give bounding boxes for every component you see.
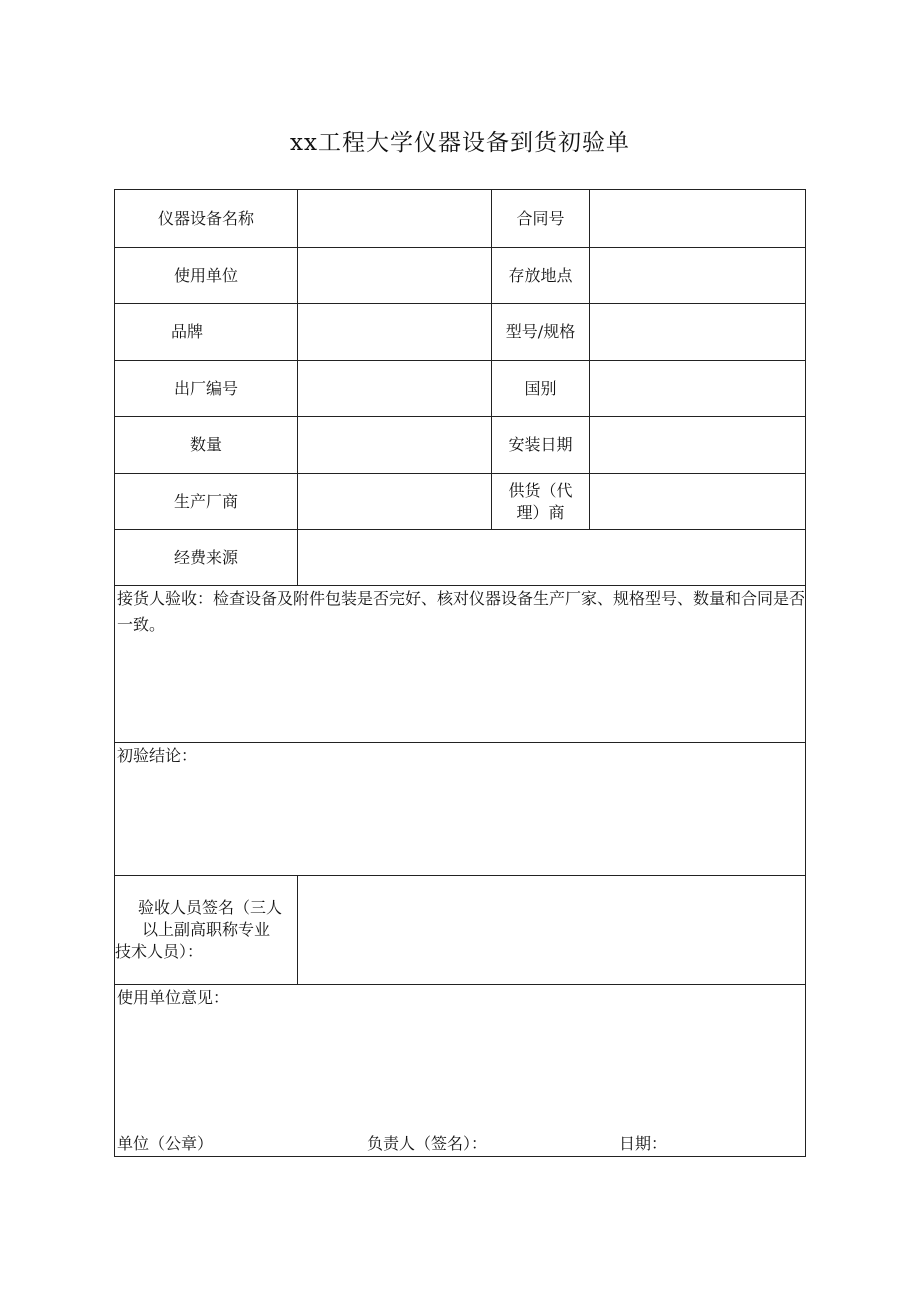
label-serial-number: 出厂编号 <box>173 378 238 398</box>
conclusion-area[interactable] <box>115 770 805 875</box>
date-label: 日期： <box>619 1134 668 1153</box>
signature-label-line3: 技术人员）： <box>115 942 204 961</box>
label-supplier-line2: 理）商 <box>516 502 565 522</box>
receipt-inspection-area[interactable] <box>115 640 805 742</box>
label-manufacturer: 生产厂商 <box>173 491 238 511</box>
input-manufacturer[interactable] <box>298 474 491 529</box>
signature-label-line1: 验收人员签名（三人 <box>137 898 282 917</box>
label-supplier-line1: 供货（代 <box>508 480 573 500</box>
page-title: xx工程大学仪器设备到货初验单 <box>290 130 630 156</box>
input-quantity[interactable] <box>298 417 491 473</box>
input-user-unit[interactable] <box>298 248 491 303</box>
input-inspector-signature[interactable] <box>298 876 805 984</box>
input-supplier[interactable] <box>590 474 805 529</box>
label-country: 国别 <box>524 378 557 398</box>
label-install-date: 安装日期 <box>508 435 573 454</box>
input-country[interactable] <box>590 361 805 416</box>
unit-seal-label: 单位（公章） <box>117 1134 214 1153</box>
opinion-area[interactable] <box>115 1012 805 1132</box>
label-supplier <box>492 474 589 529</box>
input-funding-source[interactable] <box>298 530 805 585</box>
label-quantity: 数量 <box>189 435 222 454</box>
responsible-person-label: 负责人（签名）： <box>367 1134 488 1153</box>
input-storage-location[interactable] <box>590 248 805 303</box>
signature-label-line2: 以上副高职称专业 <box>141 920 270 939</box>
input-contract-number[interactable] <box>590 190 805 247</box>
acceptance-form <box>114 189 806 1157</box>
receipt-inspection-text: 接货人验收：检查设备及附件包装是否完好、核对仪器设备生产厂家、规格型号、数量和合同是否一致。 <box>117 589 806 634</box>
label-brand: 品牌 <box>170 322 203 341</box>
label-contract-number: 合同号 <box>516 208 565 228</box>
label-inspector-signature <box>115 876 297 984</box>
row-divider <box>115 742 805 743</box>
input-serial-number[interactable] <box>298 361 491 416</box>
input-model-spec[interactable] <box>590 304 805 360</box>
label-funding-source: 经费来源 <box>173 547 238 567</box>
input-install-date[interactable] <box>590 417 805 473</box>
label-user-unit: 使用单位 <box>173 265 238 285</box>
opinion-label: 使用单位意见： <box>117 988 230 1007</box>
label-equipment-name: 仪器设备名称 <box>157 208 254 228</box>
conclusion-label: 初验结论： <box>117 746 198 765</box>
input-brand[interactable] <box>298 304 491 360</box>
label-model-spec: 型号/规格 <box>505 322 576 341</box>
label-storage-location: 存放地点 <box>508 265 573 285</box>
input-equipment-name[interactable] <box>298 190 491 247</box>
